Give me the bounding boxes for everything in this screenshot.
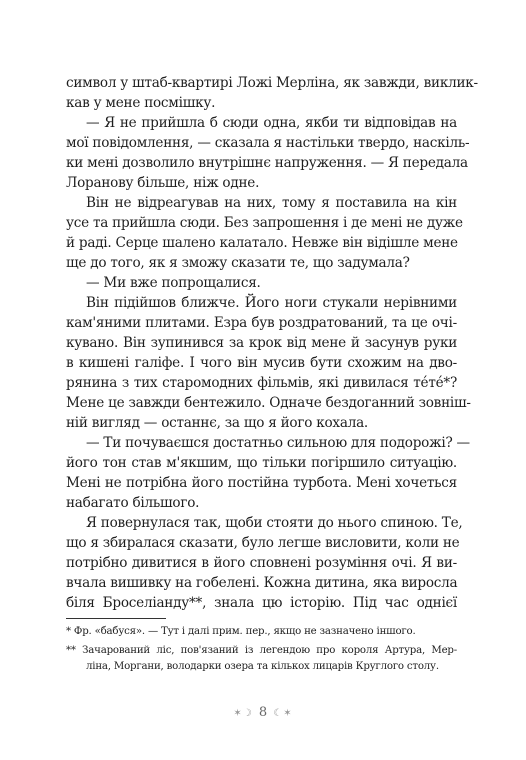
- body-line: Я повернулася так, щоби стояти до нього спиною. Те,: [86, 515, 463, 531]
- body-line: рянина з тих старомодних фільмів, які дивилася тéтé*?: [66, 375, 457, 391]
- body-line: кав у мене посмішку.: [66, 95, 216, 111]
- moon-star-ornament-left-icon: ✶☽: [233, 708, 253, 719]
- footnote-divider: [66, 618, 166, 619]
- body-line: ки мені дозволило внутрішнє напруження. — Я передала: [66, 155, 468, 171]
- body-line: кувано. Він зупинився за крок від мене й засунув руки: [66, 335, 457, 351]
- moon-star-ornament-right-icon: ☾✶: [273, 708, 293, 719]
- body-line: набагато більшого.: [66, 495, 200, 511]
- page-footer: [0, 705, 526, 720]
- body-line: його тон став м'якшим, що тільки погіршило ситуацію.: [66, 455, 457, 471]
- footnote: ** Зачарований ліс, пов'язаний із легендою про короля Артура, Мер-: [66, 645, 457, 656]
- body-line: вчала вишивку на гобелені. Кожна дитина, яка виросла: [66, 575, 458, 591]
- body-line: кам'яними плитами. Езра був роздратований, та це очі-: [66, 315, 457, 331]
- body-line: й раді. Серце шалено калатало. Невже він відішле мене: [66, 235, 458, 251]
- body-line: Мені не потрібна його постійна турбота. Мені хочеться: [66, 475, 457, 491]
- body-line: мої повідомлення, — сказала я настільки твердо, наскіль-: [66, 135, 470, 151]
- body-line: — Я не прийшла б сюди одна, якби ти відповідав на: [86, 115, 457, 131]
- body-line: біля Броселіанду**, знала цю історію. Під час однієї: [66, 595, 457, 611]
- body-line: ній вигляд — останнє, за що я його кохала.: [66, 415, 369, 431]
- body-line: потрібно дивитися в його сповнені розуміння очі. Я ви-: [66, 555, 457, 571]
- body-line: Лоранову більше, ніж одне.: [66, 175, 260, 191]
- page-number: 8: [258, 705, 268, 720]
- footnote: ліна, Моргани, володарки озера та кількох лицарів Круглого столу.: [86, 661, 439, 672]
- body-line: ще до того, як я зможу сказати те, що задумала?: [66, 255, 410, 271]
- body-line: символ у штаб-квартирі Ложі Мерліна, як завжди, виклик-: [66, 75, 478, 91]
- body-line: — Ми вже попрощалися.: [86, 275, 261, 291]
- body-line: — Ти почуваєшся достатньо сильною для подорожі? —: [86, 435, 470, 451]
- body-line: в кишені галіфе. І чого він мусив бути схожим на дво-: [66, 355, 457, 371]
- footnote: * Фр. «бабуся». — Тут і далі прим. пер., якщо не зазначено іншого.: [66, 626, 416, 637]
- body-line: усе та прийшла сюди. Без запрошення і де мені не дуже: [66, 215, 463, 231]
- body-line: Він підійшов ближче. Його ноги стукали нерівними: [86, 295, 457, 311]
- body-line: що я збиралася сказати, було легше висловити, коли не: [66, 535, 460, 551]
- body-line: Мене це завжди бентежило. Одначе бездоганний зовніш-: [66, 395, 471, 411]
- body-line: Він не відреагував на них, тому я поставила на кін: [86, 195, 457, 211]
